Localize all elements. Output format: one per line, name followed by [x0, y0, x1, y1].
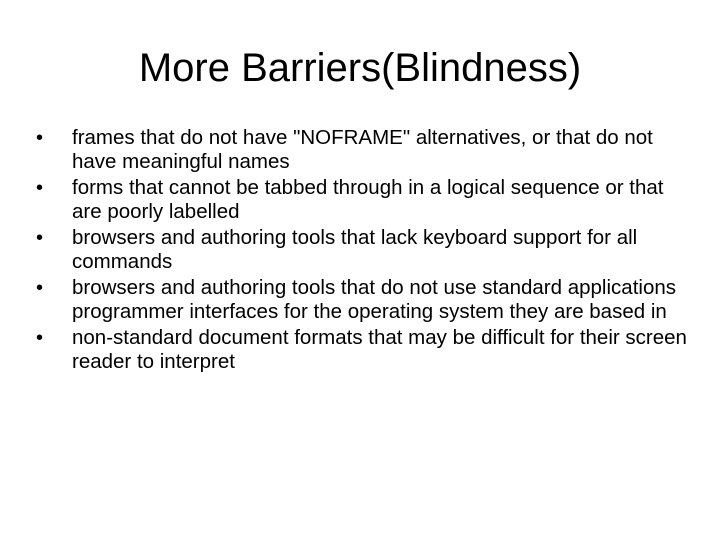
bullet-icon: •: [36, 127, 44, 149]
bullet-text: non-standard document formats that may be difficult for their screen reader to interpret: [72, 326, 687, 373]
bullet-item: [36, 326, 696, 374]
bullet-item: [36, 226, 696, 274]
bullet-item: [36, 176, 696, 224]
bullet-icon: •: [36, 177, 44, 199]
bullet-text: frames that do not have "NOFRAME" alternatives, or that do not have meaningful names: [72, 126, 653, 173]
bullet-list: [36, 126, 696, 376]
slide-title: More Barriers(Blindness): [138, 46, 582, 90]
bullet-text: forms that cannot be tabbed through in a logical sequence or that are poorly labelled: [72, 176, 664, 223]
bullet-text: browsers and authoring tools that do not use standard applications programmer interfaces for the operating system they are based in: [72, 276, 676, 323]
bullet-icon: •: [36, 227, 44, 249]
bullet-item: [36, 126, 696, 174]
bullet-text: browsers and authoring tools that lack keyboard support for all commands: [72, 226, 638, 273]
bullet-icon: •: [36, 327, 44, 349]
bullet-icon: •: [36, 277, 44, 299]
bullet-item: [36, 276, 696, 324]
